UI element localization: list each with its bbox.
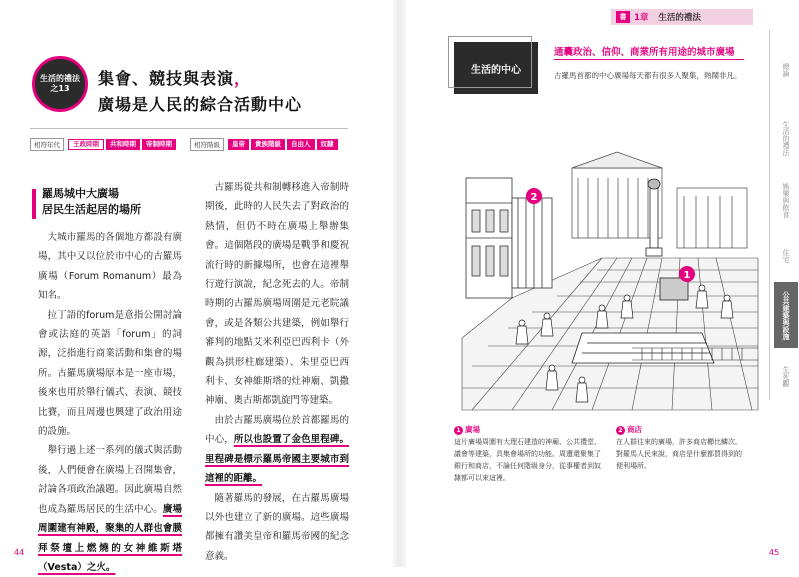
title-divider	[30, 128, 348, 129]
page-title-line1	[98, 66, 251, 89]
marker-2-label: 2	[530, 192, 538, 203]
page-number-right: 45	[769, 548, 780, 557]
page-number-left: 44	[14, 548, 25, 557]
col1-paragraph-1: 大城市羅馬的各個地方都設有廣場，其中又以位於市中心的古羅馬廣場（Forum Romanum）最為知名。	[38, 232, 182, 302]
right-page	[406, 0, 799, 567]
chapter-title: 生活的禮法	[658, 13, 701, 23]
badge-line2: 之13	[50, 84, 70, 93]
chapter-number: 1章	[634, 13, 649, 23]
life-center-box: 生活的中心	[454, 42, 538, 94]
sub-heading	[32, 186, 192, 218]
col1-paragraph-3	[38, 441, 182, 577]
caption-forum-text: 這片廣場周圍有大理石建造的神廟、公共禮堂、議會等建築，具集會場所的功能。周遭還聚集了銀行和商店，不論任何階級身分，從事權者到奴隸都可以來這裡。	[454, 438, 601, 482]
class-chip-0: 皇帝	[228, 139, 249, 150]
forum-illustration	[452, 148, 758, 416]
marker-1	[679, 266, 695, 282]
caption-shops-heading	[616, 424, 748, 436]
col1-paragraph-2: 拉丁語的forum是意指公開討論會或法庭的英語「forum」的詞源，泛指進行商業活動和集會的場所。古羅馬廣場原本是一座市場，後來也用於舉行儀式、表演、競技比賽，而且周邊也興建了政治用途的設施。	[38, 309, 182, 438]
caption-forum-number: 1	[454, 426, 463, 435]
sub-heading-bar	[32, 189, 36, 219]
col2-highlight: 所以也設置了金色里程碑。里程碑是標示羅馬帝國主要城市到這裡的距離。	[205, 434, 349, 485]
caption-forum-heading	[454, 424, 604, 436]
col2-paragraph-3: 隨著羅馬的發展，在古羅馬廣場以外也建立了新的廣場。這些廣場都擁有讚美皇帝和羅馬帝國的紀念意義。	[205, 492, 349, 562]
related-class	[190, 137, 340, 151]
badge-line1: 生活的禮法	[40, 74, 80, 83]
page-title-line1-comma: ，	[234, 69, 252, 88]
background-buildings	[572, 152, 747, 248]
page-title-line1-text: 集會、競技與表演	[98, 69, 235, 88]
era-chip-0: 王政時期	[68, 139, 104, 150]
book-gutter	[393, 0, 406, 567]
side-index-item-3[interactable]: 住宅	[782, 249, 790, 263]
col1-highlight: 廣場周圍建有神殿，聚集的人群也會膜拜祭壇上燃燒的女神維斯塔（Vesta）之火。	[38, 503, 182, 573]
body-column-1	[38, 228, 182, 577]
illustration-heading-rule	[554, 59, 744, 60]
era-chip-1: 共和時期	[106, 139, 140, 150]
caption-forum-title: 廣場	[465, 425, 480, 434]
caption-forum	[454, 424, 604, 484]
caption-shops-title: 商店	[627, 425, 642, 434]
related-era-label: 相符年代	[30, 138, 64, 151]
caption-shops-text: 在人群往來的廣場，許多商店櫛比鱗次。對羅馬人民來說，商店是什麼都買得到的便利場所。	[616, 438, 742, 470]
illustration-subtitle: 古羅馬首都的中心廣場每天都有很多人聚集，熱鬧非凡。	[554, 71, 742, 80]
col2-paragraph-2a: 由於古羅馬廣場位於首都羅馬的中心，	[205, 414, 349, 446]
sub-heading-line1: 羅馬城中大廣場	[42, 187, 119, 200]
chapter-tab	[611, 9, 753, 25]
related-era	[30, 137, 178, 151]
era-chip-2: 帝制時期	[142, 139, 176, 150]
side-index-item-0[interactable]: 總論	[782, 63, 790, 77]
sub-heading-line2: 居民生活起居的場所	[42, 203, 141, 216]
col2-paragraph-2	[205, 411, 349, 489]
class-chip-1: 貴族階級	[251, 139, 285, 150]
illustration-heading: 通囊政治、信仰、商業所有用途的城市廣場	[554, 47, 735, 58]
marker-1-label: 1	[683, 270, 691, 281]
left-page	[0, 0, 393, 573]
side-index-item-4[interactable]: 公共建築與設施	[774, 282, 798, 348]
caption-shops-number: 2	[616, 426, 625, 435]
chapter-side-index	[769, 30, 799, 400]
marker-2	[526, 188, 542, 204]
related-class-label: 相符階級	[190, 138, 224, 151]
page-title-line2: 廣場是人民的綜合活動中心	[98, 95, 303, 114]
side-index-item-1[interactable]: 生活的禮法	[782, 120, 790, 156]
side-index-item-2[interactable]: 娛樂與飲食	[782, 182, 790, 218]
col2-paragraph-1: 古羅馬從共和制轉移進入帝制時期後，此時的人民失去了對政治的熱情，但仍不時在廣場上舉辦集會。這個階段的廣場是戰爭和慶祝流行時的新據場所，也會在這裡舉行遊行演說，紀念死去的人。帝制時期的古羅馬廣場周圍是元老院議會，或是各類公共建築，例如舉行審判的地點艾米利亞巴西利卡（外觀為拱形柱廊建築）、朱里亞巴西利卡、女神維斯塔的灶神廟、凱撒神廟、奧古斯都凱旋門等建築。	[205, 182, 349, 407]
side-index-item-5[interactable]: 生死觀	[782, 365, 790, 387]
book-icon: 書	[616, 11, 630, 23]
section-badge	[32, 56, 88, 112]
body-column-2	[205, 178, 349, 566]
class-chip-3: 奴隸	[317, 139, 338, 150]
class-chip-2: 自由人	[287, 139, 315, 150]
col1-paragraph-3a: 舉行過上述一系列的儀式與活動後，人們便會在廣場上召開集會，討論各項政治議題。因此廣場自然也成為羅馬居民的生活中心。	[38, 445, 182, 515]
caption-shops	[616, 424, 748, 472]
